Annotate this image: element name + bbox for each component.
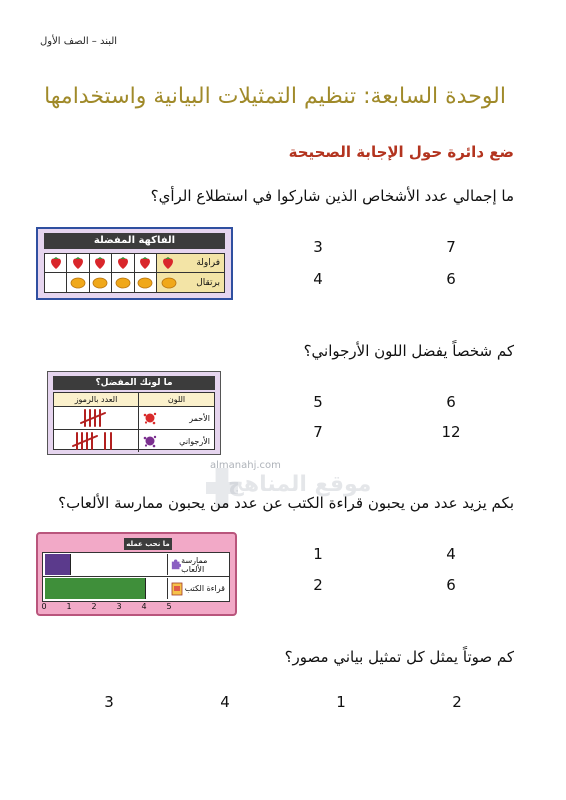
pictograph-row-orange [45, 273, 224, 292]
x-tick-label: 5 [166, 602, 172, 611]
row-label [156, 254, 224, 272]
pictograph-cell [111, 254, 133, 272]
x-tick-label: 2 [91, 602, 97, 611]
pictograph-cell [134, 254, 156, 272]
row-label-text: برتقال [196, 277, 220, 288]
strawberry-icon [93, 256, 107, 270]
answer-option[interactable]: 7 [446, 238, 456, 256]
tally-marks [54, 407, 138, 429]
column-header: العدد بالرموز [74, 395, 118, 404]
book-icon [171, 582, 183, 596]
x-tick-label: 0 [41, 602, 47, 611]
pictograph-cell [111, 273, 133, 292]
chart-title: ما لونك المفضل؟ [53, 376, 215, 390]
table-row [54, 407, 214, 430]
color-label-text: الأحمر [189, 413, 210, 423]
answer-option[interactable]: 1 [313, 545, 323, 563]
row-label-text: فراولة [196, 258, 220, 268]
question-2: كم شخصاً يفضل اللون الأرجواني؟ [303, 342, 514, 360]
purple-splat-icon [143, 434, 157, 448]
row-label [167, 554, 228, 575]
tally-five-icon [79, 407, 113, 429]
answer-option[interactable]: 4 [313, 270, 323, 288]
answer-option[interactable]: 4 [220, 693, 230, 711]
pictograph-cell [89, 254, 111, 272]
bar-unit [95, 578, 121, 599]
answer-option[interactable]: 1 [336, 693, 346, 711]
tally-marks [54, 430, 138, 452]
instruction: ضع دائرة حول الإجابة الصحيحة [288, 143, 514, 161]
table-header [54, 393, 214, 407]
answer-option[interactable]: 4 [446, 545, 456, 563]
pictograph-cell [66, 273, 88, 292]
unit-title: الوحدة السابعة: تنظيم التمثيلات البيانية واستخدامها [44, 84, 506, 109]
color-label [138, 430, 214, 452]
row-label [167, 578, 228, 599]
strawberry-icon [161, 256, 175, 270]
color-label [138, 407, 214, 429]
activity-bar-chart [36, 532, 237, 616]
chart-title: ما نحب عمله [124, 538, 172, 550]
strawberry-icon [49, 256, 63, 270]
answer-option[interactable]: 5 [313, 393, 323, 411]
chart-title: الفاكهة المفضلة [44, 233, 225, 249]
bar-unit [70, 578, 96, 599]
x-axis-ticks [42, 602, 228, 614]
x-tick-label: 4 [141, 602, 147, 611]
row-label-text: ممارسة الألعاب [181, 555, 208, 574]
table-row [54, 430, 214, 452]
tally-seven-icon [71, 430, 121, 452]
answer-option[interactable]: 2 [452, 693, 462, 711]
question-1: ما إجمالي عدد الأشخاص الذين شاركوا في استطلاع الرأي؟ [150, 187, 514, 205]
orange-icon [92, 277, 108, 289]
answer-option[interactable]: 3 [104, 693, 114, 711]
x-tick-label: 3 [116, 602, 122, 611]
bar-row-books [43, 577, 229, 600]
answer-option[interactable]: 6 [446, 270, 456, 288]
favorite-color-chart [47, 371, 221, 455]
orange-icon [115, 277, 131, 289]
orange-icon [137, 277, 153, 289]
bar-grid [42, 552, 230, 602]
tally-table [53, 392, 215, 450]
question-3: بكم يزيد عدد من يحبون قراءة الكتب عن عدد من يحبون ممارسة الألعاب؟ [58, 494, 514, 512]
pictograph-cell [45, 254, 66, 272]
row-label [156, 273, 224, 292]
strawberry-icon [138, 256, 152, 270]
bar-row-games [43, 553, 229, 577]
strawberry-icon [116, 256, 130, 270]
pictograph-row-strawberry [45, 254, 224, 273]
pictograph-cell-empty [45, 273, 66, 292]
answer-option[interactable]: 2 [313, 576, 323, 594]
watermark-text: موقع المناهج [228, 472, 372, 497]
answer-option[interactable]: 6 [446, 576, 456, 594]
bar-unit [45, 578, 71, 599]
pictograph-cell [89, 273, 111, 292]
question-4: كم صوتاً يمثل كل تمثيل بياني مصور؟ [284, 648, 514, 666]
color-label-text: الأرجواني [179, 436, 210, 446]
row-label-text: قراءة الكتب [184, 584, 225, 593]
strawberry-icon [71, 256, 85, 270]
orange-icon [161, 277, 177, 289]
header-note: البند – الصف الأول [40, 36, 118, 47]
answer-option[interactable]: 6 [446, 393, 456, 411]
watermark-site: almanahj.com [210, 460, 281, 471]
answer-option[interactable]: 12 [441, 423, 461, 441]
bar-unit [120, 578, 146, 599]
answer-option[interactable]: 3 [313, 238, 323, 256]
puzzle-icon [171, 558, 181, 572]
answer-option[interactable]: 7 [313, 423, 323, 441]
column-header: اللون [138, 393, 214, 406]
red-splat-icon [143, 411, 157, 425]
pictograph-cell [134, 273, 156, 292]
orange-icon [70, 277, 86, 289]
pictograph-cell [66, 254, 88, 272]
favorite-fruit-chart [36, 227, 233, 300]
pictograph-grid [44, 253, 225, 293]
bar-unit [45, 554, 71, 575]
x-tick-label: 1 [66, 602, 72, 611]
